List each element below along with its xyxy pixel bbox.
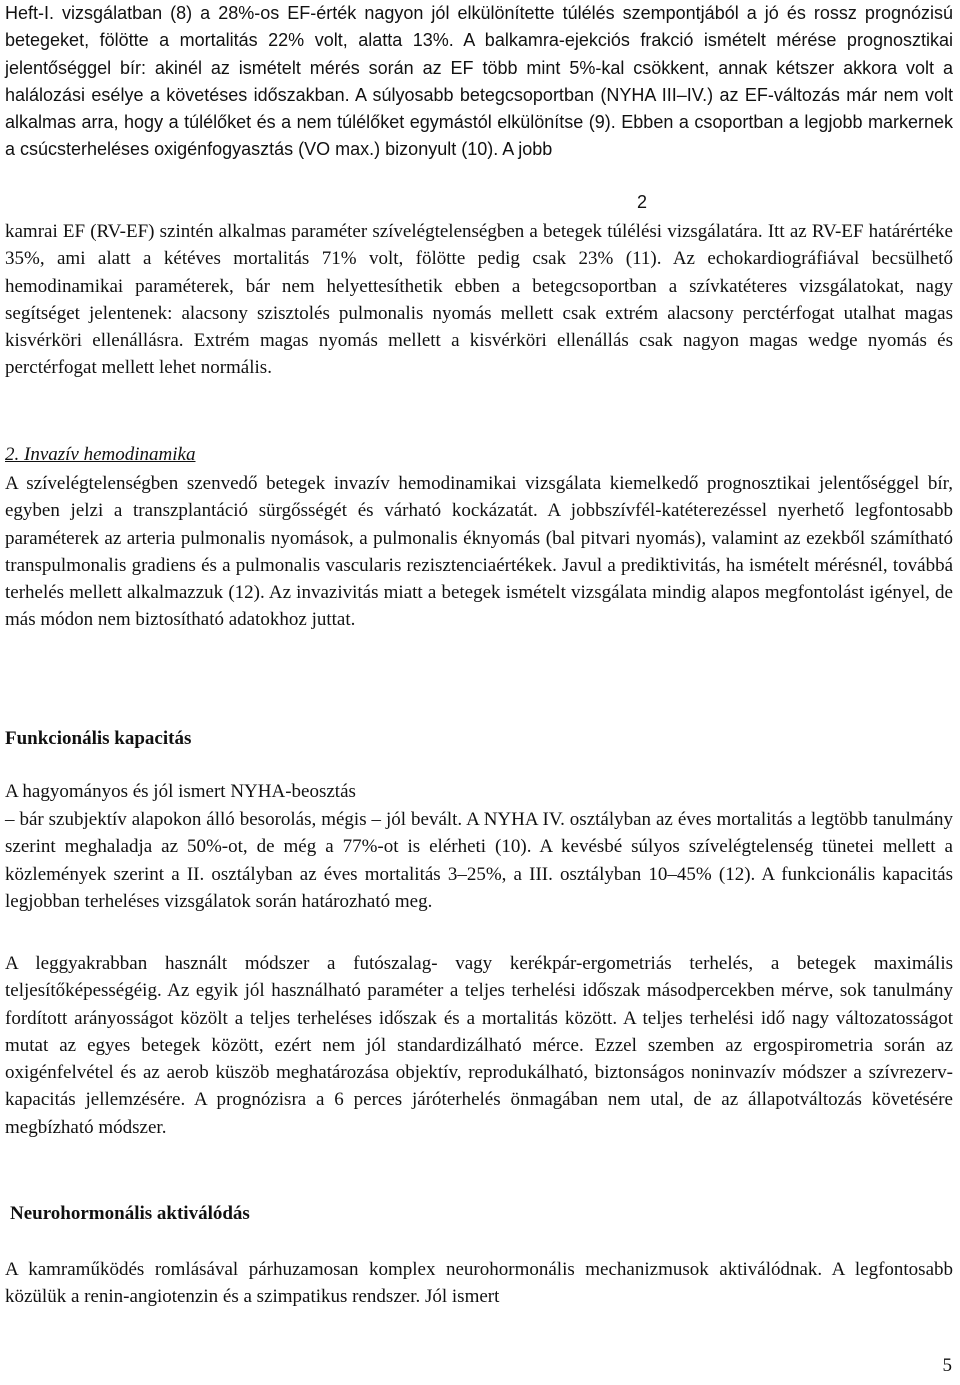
functional-capacity-paragraph: – bár szubjektív alapokon álló besorolás, mégis – jól bevált. A NYHA IV. osztályban az éves mortalitás a legtöbb tanulmány szerint meghaladja az 50%-ot, de még a 77%-ot is elérheti (10). A kevésbé súlyos szívelégtelenség tünetei mellett a közlemények szerint a II. osztályban az éves mortalitás 3–25%, a III. osztályban 10–45% (12). A funkcionális kapacitás legjobban terheléses vizsgálatok során határozható meg. bbox=[5, 809, 953, 912]
section-heading-functional-capacity: Funkcionális kapacitás bbox=[5, 728, 192, 749]
exercise-testing-paragraph: A leggyakrabban használt módszer a futószalag- vagy kerékpár-ergometriás terhelés, a betegek maximális teljesítőképességéig. Az egyik jól használható paraméter a teljes terhelési időszak másodpercekben mérve, sok tanulmány fordított arányosságot közölt a teljes terheléses időszak és a mortalitás között. A teljes terhelési idő nagy változatosságot mutat az egyes betegek között, ezért nem jól standardizálható mérce. Ezzel szemben az ergospirometria során az oxigénfelvétel és az aerob küszöb meghatározása objektív, reprodukálható, biztonságos noninvazív módszer a szívrezerv-kapacitás jellemzésére. A prognózisra a 6 perces járóterhelés önmagában nem utal, de az állapotváltozás követésére megbízható módszer. bbox=[5, 953, 953, 1138]
section-heading-invasive-hemodynamics: 2. Invazív hemodinamika bbox=[5, 444, 196, 465]
intro-paragraph bbox=[5, 0, 953, 164]
invasive-hemodynamics-paragraph: A szívelégtelenségben szenvedő betegek invazív hemodinamikai vizsgálata kiemelkedő prognosztikai jelentőséggel bír, egyben jelzi a transzplantáció sürgősségét és várható kockázatát. A jobbszívfél-katéterezéssel nyerhető legfontosabb paraméterek az arteria pulmonalis nyomások, a pulmonalis éknyomás (bal pitvari nyomás), valamint az ezekből számítható transpulmonalis gradiens és a pulmonalis vascularis rezisztenciaértékek. Javul a prediktivitás, ha ismételt mérésnél, továbbá terhelés mellett alkalmazzuk (12). Az invazivitás miatt a betegek ismételt vizsgálata mindig alapos megfontolást igényel, de más módon nem biztosítható adatokhoz juttat. bbox=[5, 473, 953, 631]
intro-paragraph-continued: kamrai EF (RV-EF) szintén alkalmas paraméter szívelégtelenségben a betegek túlélési vizsgálatára. Itt az RV-EF határértéke 35%, ami alatt a kétéves mortalitás 71% volt, fölötte pedig csak 23% (11). Az echokardiográfiával becsülhető hemodinamikai paraméterek, bár nem helyettesíthetik ebben a betegcsoportban a szívkatéteres vizsgálatokat, nagy segítséget jelentenek: alacsony szisztolés pulmonalis nyomás mellett csak extrém alacsony perctérfogat utalhat magas kisvérköri ellenállásra. Extrém magas nyomás mellett a kisvérköri ellenállás csak nagyon magas wedge nyomás és perctérfogat mellett lehet normális. bbox=[5, 221, 953, 379]
neurohormonal-paragraph: A kamraműködés romlásával párhuzamosan komplex neurohormonális mechanizmusok aktiválódnak. A legfontosabb közülük a renin-angiotenzin és a szimpatikus rendszer. Jól ismert bbox=[5, 1259, 953, 1308]
intro-text: Heft-I. vizsgálatban (8) a 28%-os EF-érték nagyon jól elkülönítette túlélés szempontjából a jó és rossz prognózisú betegeket, fölötte a mortalitás 22% volt, alatta 13%. A balkamra-ejekciós frakció ismételt mérése prognosztikai jelentőséggel bír: akinél az ismételt mérés során az EF több mint 5%-kal csökkent, annak kétszer akkora volt a halálozási esélye a követéses időszakban. A súlyosabb betegcsoportban (NYHA III–IV.) az EF-változás már nem volt alkalmas arra, hogy a túlélőket és a nem túlélőket egymástól elkülönítse (9). Ebben a csoportban a legjobb markernek a csúcsterheléses oxigénfogyasztás (VO bbox=[5, 3, 953, 160]
intro-text-suffix: max.) bizonyult (10). A jobb bbox=[330, 139, 553, 160]
nyha-intro-line: A hagyományos és jól ismert NYHA-beosztás bbox=[5, 781, 356, 802]
page-number: 5 bbox=[942, 1355, 952, 1376]
section-heading-neurohormonal: Neurohormonális aktiválódás bbox=[10, 1203, 250, 1224]
vo2-subscript: 2 bbox=[637, 192, 648, 212]
